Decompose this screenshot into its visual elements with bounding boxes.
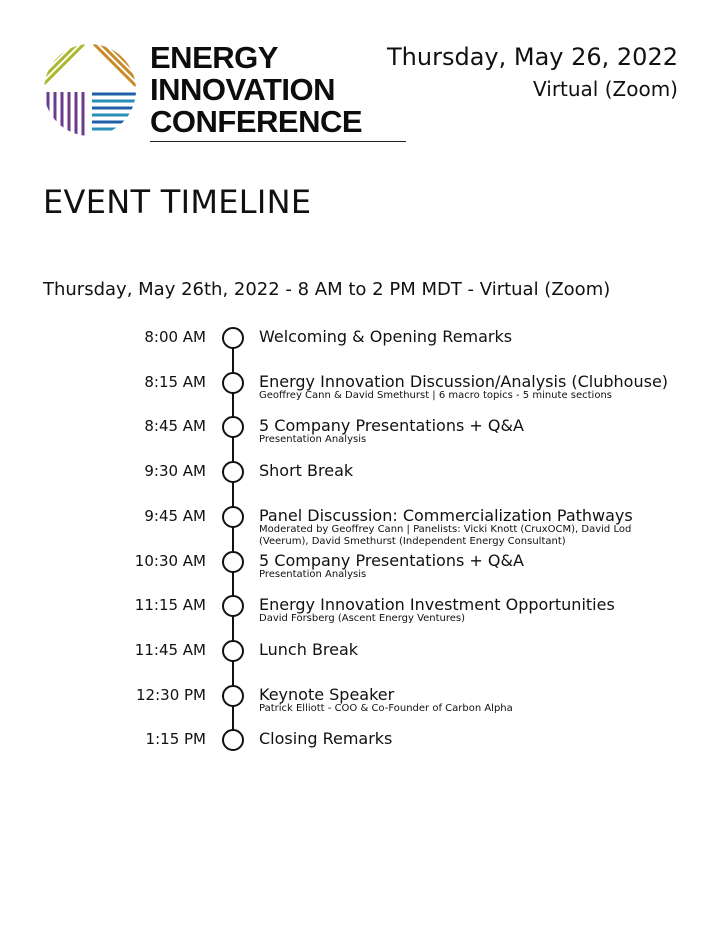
brand-wordmark [150,42,362,138]
logo-stripe [129,44,136,51]
timeline-node-icon [222,506,244,528]
timeline-time: 11:45 AM [134,640,206,659]
logo-stripe [122,44,136,58]
timeline-time: 9:45 AM [144,506,206,525]
timeline-title: Keynote Speaker [259,684,395,704]
timeline-node-icon [222,372,244,394]
timeline-node-icon [222,595,244,617]
header-venue: Virtual (Zoom) [533,77,678,101]
timeline-time: 10:30 AM [134,551,206,570]
timeline-title: Closing Remarks [259,729,393,749]
timeline-time: 12:30 PM [136,685,206,704]
timeline-item [0,551,720,595]
timeline-node-icon [222,551,244,573]
timeline-item [0,595,720,639]
timeline-subtitle: Geoffrey Cann & David Smethurst | 6 macro topics - 5 minute sections [259,389,612,401]
timeline-item [0,327,720,371]
timeline-node-icon [222,685,244,707]
timeline-title: 5 Company Presentations + Q&A [259,550,524,570]
brand-line: CONFERENCE [150,104,363,139]
timeline-subtitle: Presentation Analysis [259,434,367,446]
timeline-time: 1:15 PM [145,730,206,749]
brand-divider [150,141,406,142]
timeline-title: 5 Company Presentations + Q&A [259,416,524,436]
logo-stripe [44,44,49,49]
timeline-node-icon [222,327,244,349]
timeline-item [0,640,720,684]
timeline-node-icon [222,461,244,483]
brand-line: INNOVATION [150,72,336,107]
timeline-title: Energy Innovation Investment Opportunities [259,595,615,615]
logo-stripe [108,44,136,72]
timeline-title: Welcoming & Opening Remarks [259,327,513,346]
timeline-time: 8:15 AM [144,372,206,391]
timeline-node-icon [222,416,244,438]
timeline-title: Short Break [259,461,354,481]
page-title: EVENT TIMELINE [43,183,312,221]
timeline-time: 11:15 AM [134,596,206,615]
timeline-time: 9:30 AM [144,462,206,481]
timeline-item [0,416,720,460]
logo-stripe [44,44,84,84]
timeline-title: Energy Innovation Discussion/Analysis (Clubhouse) [259,371,669,391]
timeline-item [0,461,720,505]
logo-stripe [101,44,136,79]
timeline-time: 8:00 AM [144,328,206,346]
event-subheading: Thursday, May 26th, 2022 - 8 AM to 2 PM MDT - Virtual (Zoom) [43,279,611,300]
timeline-item [0,729,720,773]
timeline-item [0,372,720,416]
timeline-node-icon [222,640,244,662]
timeline-title: Panel Discussion: Commercialization Pathways [259,505,633,525]
timeline-node-icon [222,729,244,751]
logo-stripe [44,44,77,77]
timeline-subtitle: Patrick Elliott - COO & Co-Founder of Carbon Alpha [259,702,513,714]
timeline-subtitle: Moderated by Geoffrey Cann | Panelists: Vicki Knott (CruxOCM), David Lod (Veerum), David Smethurst (Independent Energy Consultant) [259,523,632,547]
timeline-title: Lunch Break [259,639,359,659]
timeline-time: 8:45 AM [144,417,206,436]
header-date: Thursday, May 26, 2022 [387,43,678,71]
brand-line: ENERGY [150,40,278,75]
timeline-item [0,506,720,550]
logo-stripe [94,44,136,86]
logo-stripe [44,44,56,56]
timeline-subtitle: Presentation Analysis [259,568,367,580]
timeline-subtitle: David Forsberg (Ascent Energy Ventures) [259,613,466,625]
conference-logo [44,44,136,136]
timeline-item [0,685,720,729]
